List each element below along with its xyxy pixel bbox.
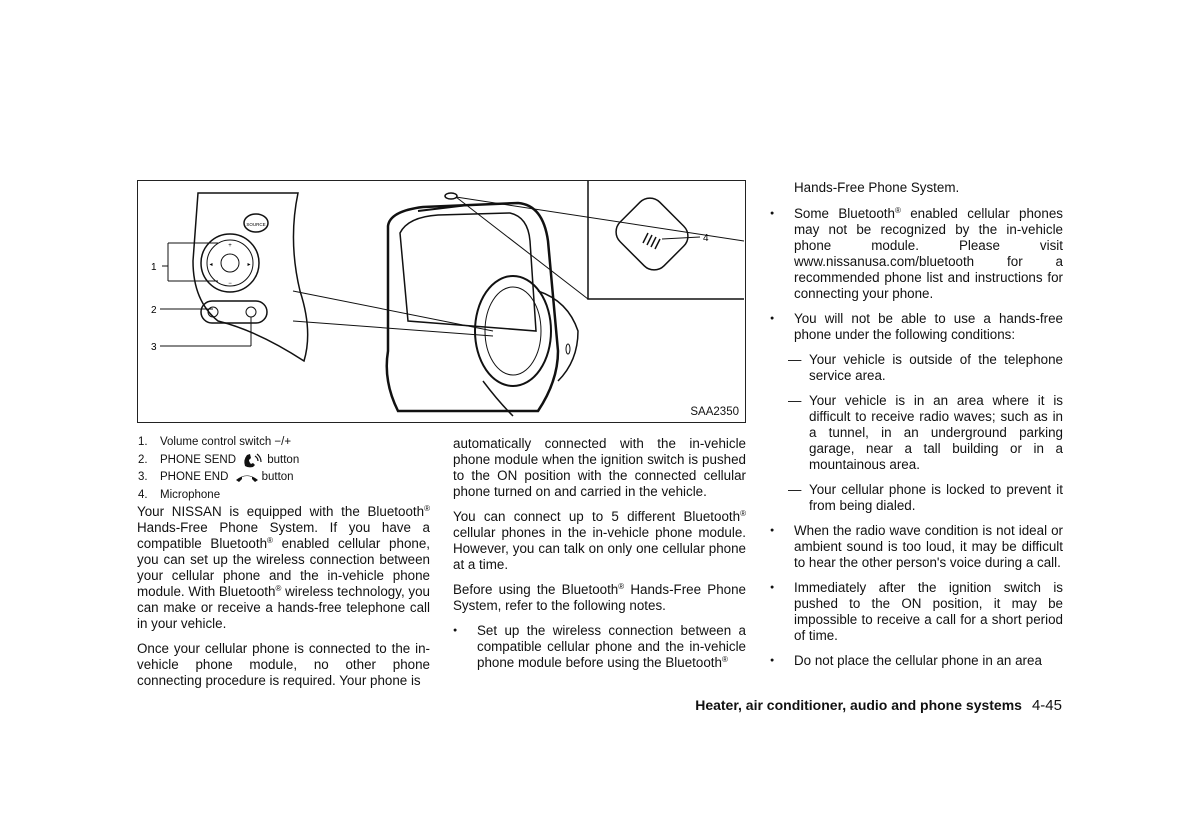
dash-item: — Your vehicle is outside of the telephone service area.	[770, 352, 1063, 384]
callout-2: 2	[151, 305, 157, 316]
steering-switch-illustration	[138, 181, 745, 422]
caption-item: 3. PHONE END button	[138, 471, 294, 484]
bullet-item: ● You will not be able to use a hands-free phone under the following conditions:	[770, 311, 1063, 343]
phone-end-icon	[235, 471, 259, 483]
callout-1: 1	[151, 262, 157, 273]
page-number: 4-45	[1031, 697, 1062, 714]
paragraph: automatically connected with the in-vehicle phone module when the ignition switch is pushed to the ON position with the connected cellular phone turned on and carried in the vehicle.	[453, 436, 746, 499]
caption-item: 1. Volume control switch −/+	[138, 436, 292, 448]
paragraph: Once your cellular phone is connected to the in-vehicle phone module, no other phone connecting procedure is required. Your phone is	[137, 641, 430, 688]
bullet-item: ● Immediately after the ignition switch is pushed to the ON position, it may be impossible to receive a call for a short period of time.	[770, 580, 1063, 644]
svg-text:▸: ▸	[247, 262, 251, 268]
bullet-item: ● When the radio wave condition is not ideal or ambient sound is too loud, it may be difficult to hear the other person's voice during a call.	[770, 523, 1063, 571]
section-title: Heater, air conditioner, audio and phone systems	[695, 697, 1022, 713]
paragraph: Your NISSAN is equipped with the Bluetooth® Hands-Free Phone System. If you have a compatible Bluetooth® enabled cellular phone, you can set up the wireless connection between your cellular phone and the in-vehicle phone module. With Bluetooth® wireless technology, you can make or receive a hands-free telephone call in your vehicle.	[137, 504, 431, 631]
text-column-2	[453, 436, 746, 671]
caption-item: 2. PHONE SEND button	[138, 452, 299, 470]
svg-text:+: +	[228, 243, 232, 249]
dash-item: — Your vehicle is in an area where it is difficult to receive radio waves; such as in a tunnel, in an underground parking garage, near a tall building or in a mountainous area.	[770, 393, 1063, 473]
callout-4: 4	[703, 233, 709, 244]
bullet-item: ● Do not place the cellular phone in an area	[770, 653, 1063, 669]
paragraph: Before using the Bluetooth® Hands-Free Phone System, refer to the following notes.	[453, 582, 746, 613]
text-column-1	[137, 504, 430, 689]
svg-text:−: −	[228, 281, 232, 287]
page-footer	[695, 697, 1062, 714]
text-column-3	[770, 180, 1063, 669]
caption-item: 4. Microphone	[138, 488, 221, 501]
dash-item: — Your cellular phone is locked to prevent it from being dialed.	[770, 482, 1063, 514]
paragraph: Hands-Free Phone System.	[794, 180, 960, 195]
phone-send-icon	[242, 452, 264, 468]
svg-text:◂: ◂	[209, 262, 213, 268]
bullet-item: ● Some Bluetooth® enabled cellular phones may not be recognized by the in-vehicle phone module. Please visit www.nissanusa.com/bluetooth for a recommended phone list and instructions for connecting your phone.	[770, 206, 1063, 302]
source-button-label: SOURCE	[246, 222, 266, 227]
illustration-figure	[137, 180, 746, 423]
bullet-item: ● Set up the wireless connection between a compatible cellular phone and the in-vehicle phone module before using the Bluetooth®	[453, 623, 746, 671]
paragraph: You can connect up to 5 different Bluetooth® cellular phones in the in-vehicle phone module. However, you can talk on only one cellular phone at a time.	[453, 509, 746, 572]
callout-3: 3	[151, 342, 157, 353]
figure-id: SAA2350	[690, 406, 739, 418]
figure-captions	[138, 434, 299, 504]
